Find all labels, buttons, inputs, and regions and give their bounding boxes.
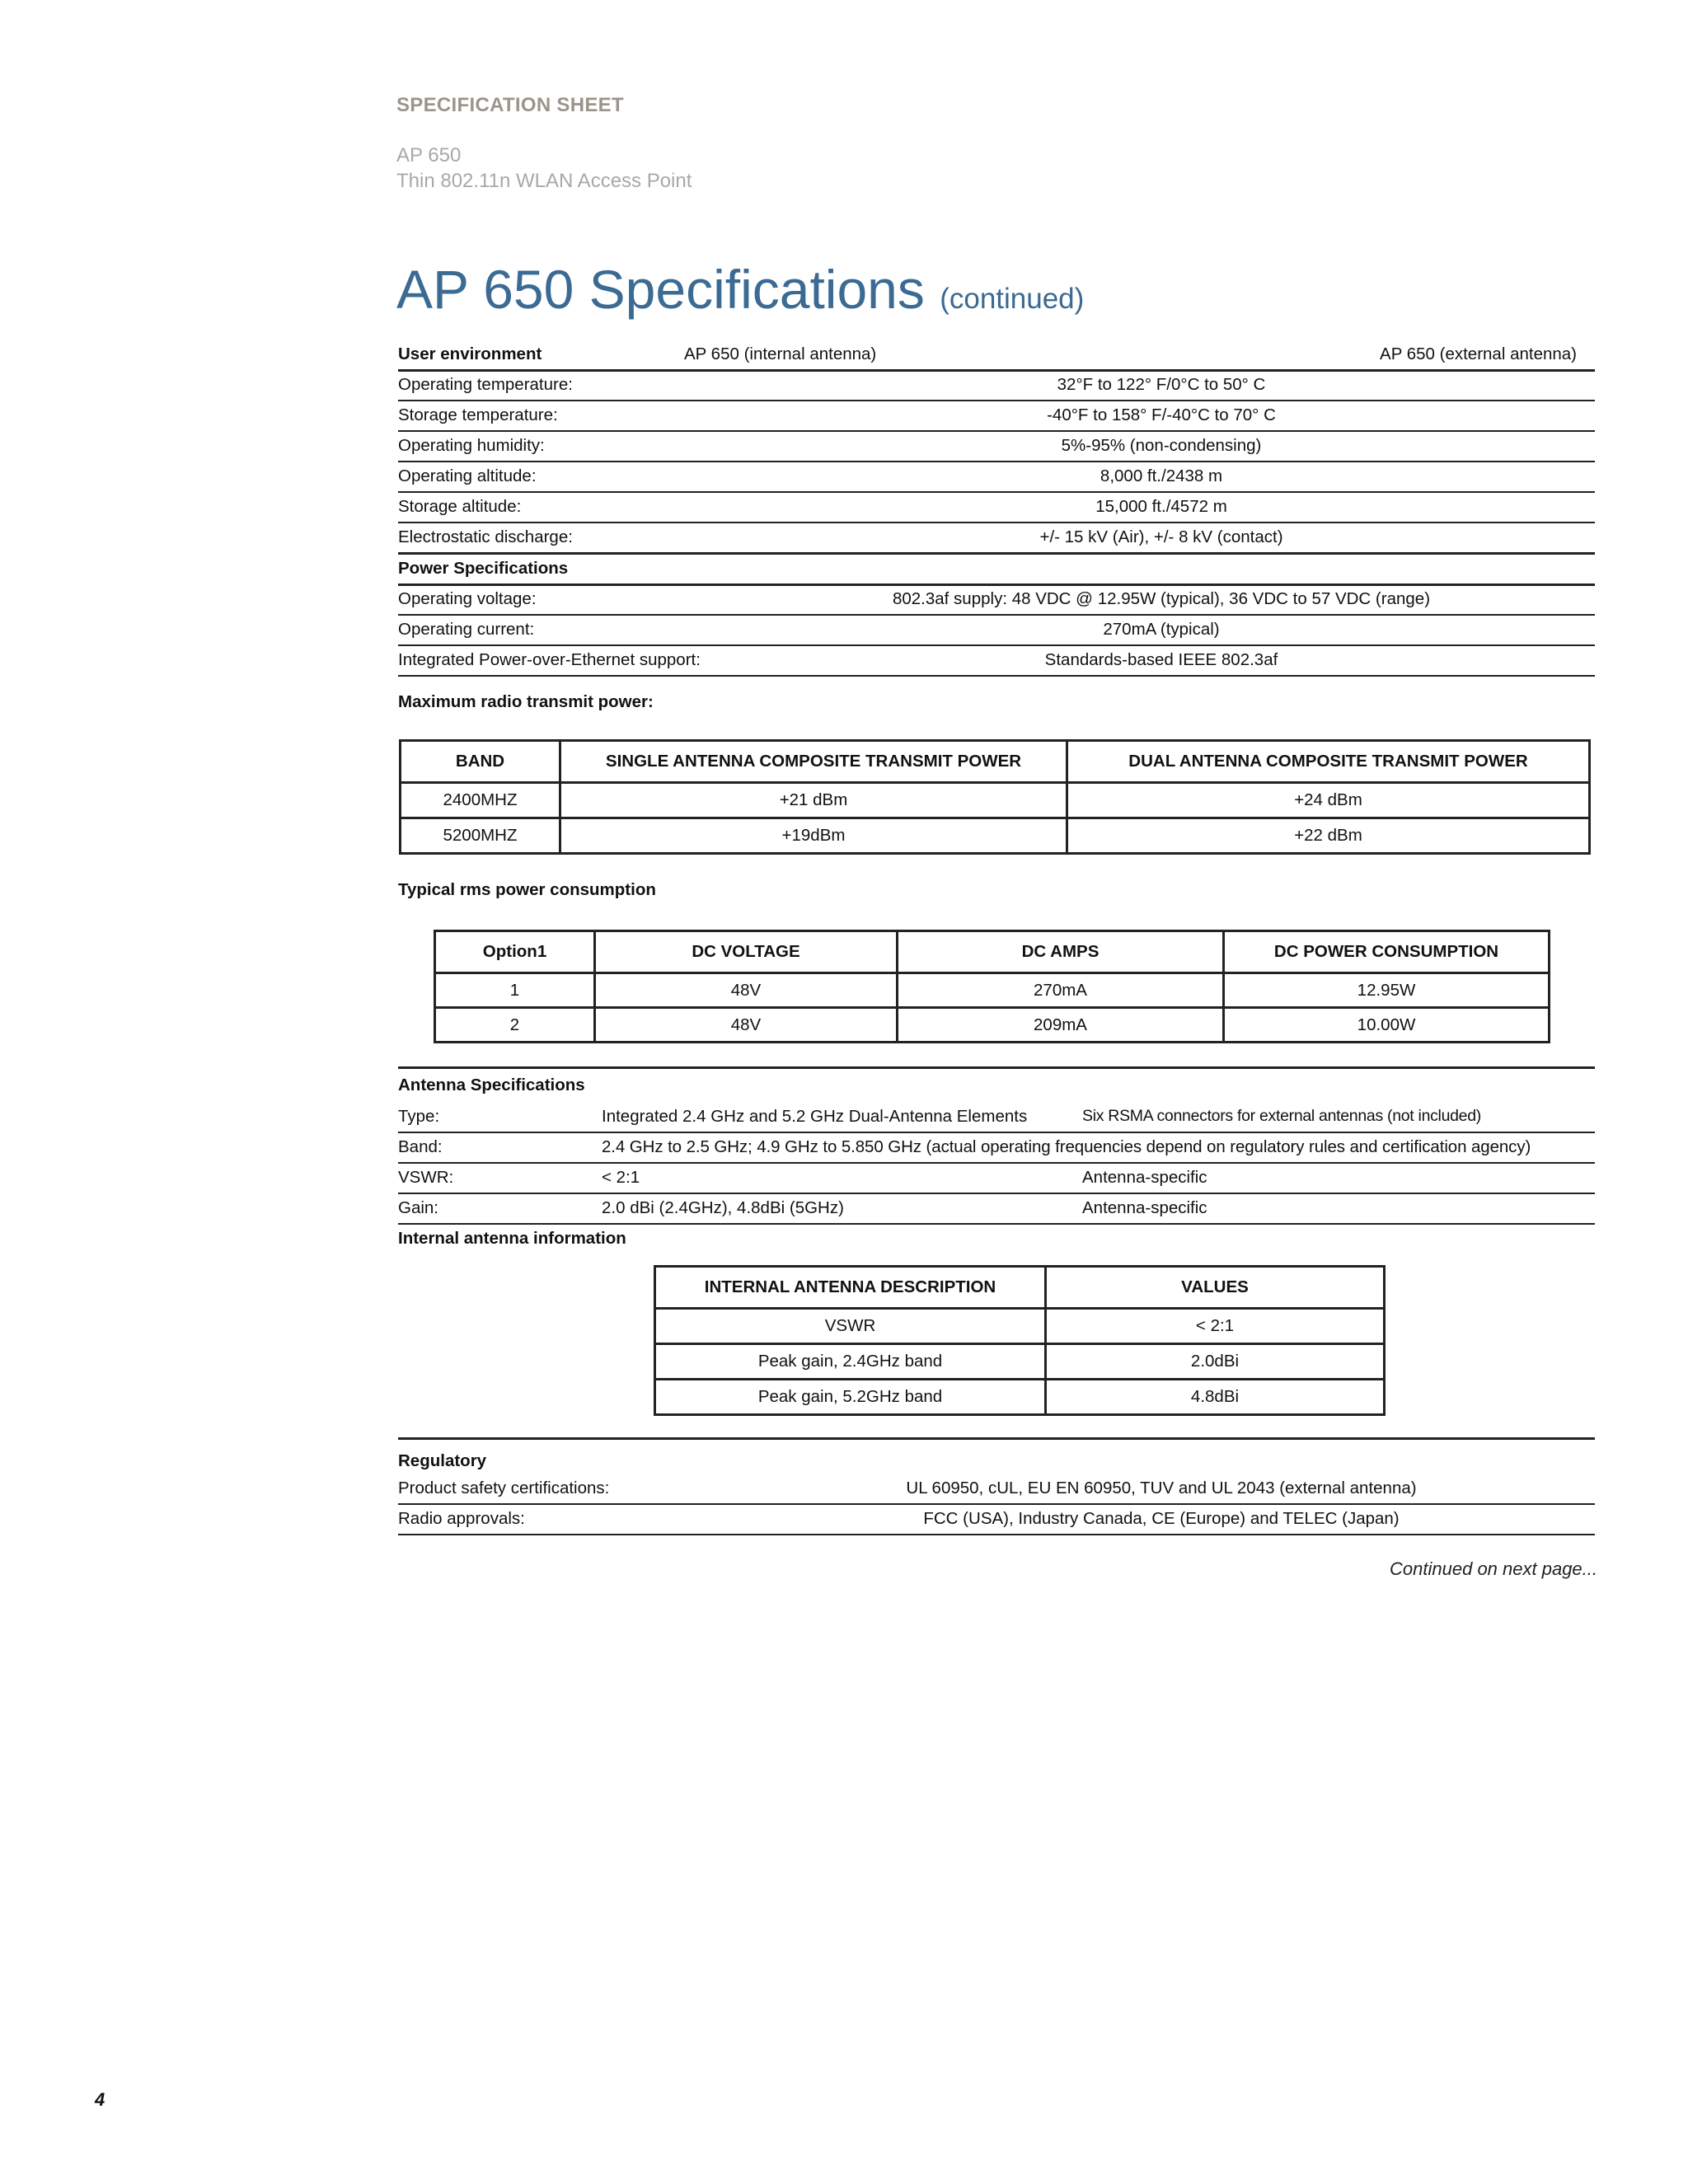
spec-value: UL 60950, cUL, EU EN 60950, TUV and UL 2043 (external antenna) [906, 1479, 1417, 1497]
table-header-cell: DC VOLTAGE [595, 931, 898, 973]
spec-label: Storage temperature: [398, 405, 558, 424]
continued-note: Continued on next page... [1390, 1558, 1597, 1579]
spec-value: 270mA (typical) [1103, 620, 1220, 639]
spec-value: +/- 15 kV (Air), +/- 8 kV (contact) [1039, 527, 1283, 546]
spec-label: Radio approvals: [398, 1509, 525, 1528]
internal-antenna-heading: Internal antenna information [398, 1229, 626, 1248]
spec-row [398, 644, 1595, 677]
table-row [401, 818, 1590, 854]
spec-label: Type: [398, 1107, 440, 1126]
table-row [655, 1309, 1385, 1344]
power-specifications-heading: Power Specifications [398, 559, 569, 578]
table-header-cell: INTERNAL ANTENNA DESCRIPTION [655, 1267, 1046, 1309]
spec-row [398, 1503, 1595, 1535]
table-header-cell: VALUES [1046, 1267, 1385, 1309]
table-cell: 48V [595, 973, 898, 1008]
spec-label: Operating voltage: [398, 589, 537, 608]
page-title [396, 259, 1085, 320]
spec-label: Storage altitude: [398, 497, 522, 516]
table-header-cell: SINGLE ANTENNA COMPOSITE TRANSMIT POWER [560, 741, 1067, 783]
spec-value: 15,000 ft./4572 m [1095, 497, 1227, 516]
power-consumption-table [434, 930, 1550, 1043]
spec-row [398, 461, 1595, 493]
regulatory-heading: Regulatory [398, 1451, 487, 1470]
product-description: Thin 802.11n WLAN Access Point [396, 170, 692, 192]
spec-label: Product safety certifications: [398, 1479, 610, 1497]
section-divider [398, 1066, 1595, 1069]
power-consumption-heading: Typical rms power consumption [398, 880, 656, 899]
page-title-suffix: (continued) [940, 283, 1085, 315]
table-cell: 2400MHZ [401, 783, 560, 818]
spec-value: 8,000 ft./2438 m [1100, 466, 1223, 485]
internal-value: < 2:1 [602, 1168, 640, 1187]
spec-value: FCC (USA), Industry Canada, CE (Europe) and TELEC (Japan) [923, 1509, 1400, 1528]
page-title-main: AP 650 Specifications [396, 259, 925, 320]
table-header-row [655, 1267, 1385, 1309]
external-antenna-column-label: AP 650 (external antenna) [1380, 344, 1577, 363]
table-cell: VSWR [655, 1309, 1046, 1344]
section-divider [398, 1437, 1595, 1440]
spec-value: 32°F to 122° F/0°C to 50° C [1057, 375, 1266, 394]
spec-row [398, 1193, 1595, 1225]
power-specifications-header-row [398, 553, 1595, 586]
internal-antenna-table [654, 1265, 1386, 1416]
table-cell: +22 dBm [1067, 818, 1590, 854]
antenna-specifications-heading: Antenna Specifications [398, 1076, 585, 1094]
spec-label: Operating current: [398, 620, 535, 639]
table-cell: 5200MHZ [401, 818, 560, 854]
spec-row [398, 369, 1595, 401]
table-cell: Peak gain, 5.2GHz band [655, 1380, 1046, 1415]
spec-value: 802.3af supply: 48 VDC @ 12.95W (typical), 36 VDC to 57 VDC (range) [892, 589, 1431, 608]
table-cell: 2 [435, 1008, 595, 1043]
table-cell: +21 dBm [560, 783, 1067, 818]
table-cell: 2.0dBi [1046, 1344, 1385, 1380]
user-environment-heading: User environment [398, 344, 542, 363]
table-header-cell: BAND [401, 741, 560, 783]
table-cell: < 2:1 [1046, 1309, 1385, 1344]
spec-row [398, 1162, 1595, 1194]
spec-row [398, 614, 1595, 646]
spec-label: Gain: [398, 1198, 438, 1217]
table-header-cell: DC AMPS [898, 931, 1224, 973]
external-value: Antenna-specific [1082, 1168, 1207, 1187]
table-cell: 12.95W [1224, 973, 1550, 1008]
spec-label: Band: [398, 1137, 443, 1156]
table-header-cell: DUAL ANTENNA COMPOSITE TRANSMIT POWER [1067, 741, 1590, 783]
product-name: AP 650 [396, 144, 462, 166]
spec-label: Operating humidity: [398, 436, 545, 455]
external-value: Antenna-specific [1082, 1198, 1207, 1217]
table-cell: 10.00W [1224, 1008, 1550, 1043]
table-row [655, 1380, 1385, 1415]
spec-row [398, 522, 1595, 555]
spec-label: Operating altitude: [398, 466, 537, 485]
internal-antenna-column-label: AP 650 (internal antenna) [684, 344, 877, 363]
spec-row [398, 1473, 1595, 1505]
spec-label: Operating temperature: [398, 375, 573, 394]
internal-value: 2.4 GHz to 2.5 GHz; 4.9 GHz to 5.850 GHz (actual operating frequencies depend on regulatory rules and certification agency) [602, 1137, 1531, 1156]
spec-label: VSWR: [398, 1168, 454, 1187]
user-environment-header-row [398, 339, 1595, 372]
table-cell: +19dBm [560, 818, 1067, 854]
page-number: 4 [95, 2089, 106, 2110]
internal-value: 2.0 dBi (2.4GHz), 4.8dBi (5GHz) [602, 1198, 844, 1217]
table-row [435, 973, 1550, 1008]
internal-value: Integrated 2.4 GHz and 5.2 GHz Dual-Antenna Elements [602, 1107, 1028, 1126]
table-header-row [435, 931, 1550, 973]
radio-power-heading: Maximum radio transmit power: [398, 692, 654, 711]
spec-label: Integrated Power-over-Ethernet support: [398, 650, 701, 669]
table-header-row [401, 741, 1590, 783]
external-value: Six RSMA connectors for external antennas (not included) [1082, 1107, 1481, 1125]
table-row [655, 1344, 1385, 1380]
spec-row [398, 1101, 1595, 1133]
spec-value: 5%-95% (non-condensing) [1061, 436, 1262, 455]
table-cell: 48V [595, 1008, 898, 1043]
table-header-cell: Option1 [435, 931, 595, 973]
spec-row [398, 430, 1595, 462]
table-cell: 270mA [898, 973, 1224, 1008]
table-row [435, 1008, 1550, 1043]
table-row [401, 783, 1590, 818]
document-kicker: SPECIFICATION SHEET [396, 94, 624, 116]
spec-value: -40°F to 158° F/-40°C to 70° C [1047, 405, 1276, 424]
spec-row [398, 400, 1595, 432]
table-header-cell: DC POWER CONSUMPTION [1224, 931, 1550, 973]
table-cell: Peak gain, 2.4GHz band [655, 1344, 1046, 1380]
table-cell: 209mA [898, 1008, 1224, 1043]
table-cell: +24 dBm [1067, 783, 1590, 818]
spec-row [398, 1132, 1595, 1164]
radio-power-table [399, 739, 1591, 855]
table-cell: 4.8dBi [1046, 1380, 1385, 1415]
spec-label: Electrostatic discharge: [398, 527, 573, 546]
spec-value: Standards-based IEEE 802.3af [1044, 650, 1278, 669]
spec-row [398, 583, 1595, 616]
table-cell: 1 [435, 973, 595, 1008]
spec-row [398, 491, 1595, 523]
